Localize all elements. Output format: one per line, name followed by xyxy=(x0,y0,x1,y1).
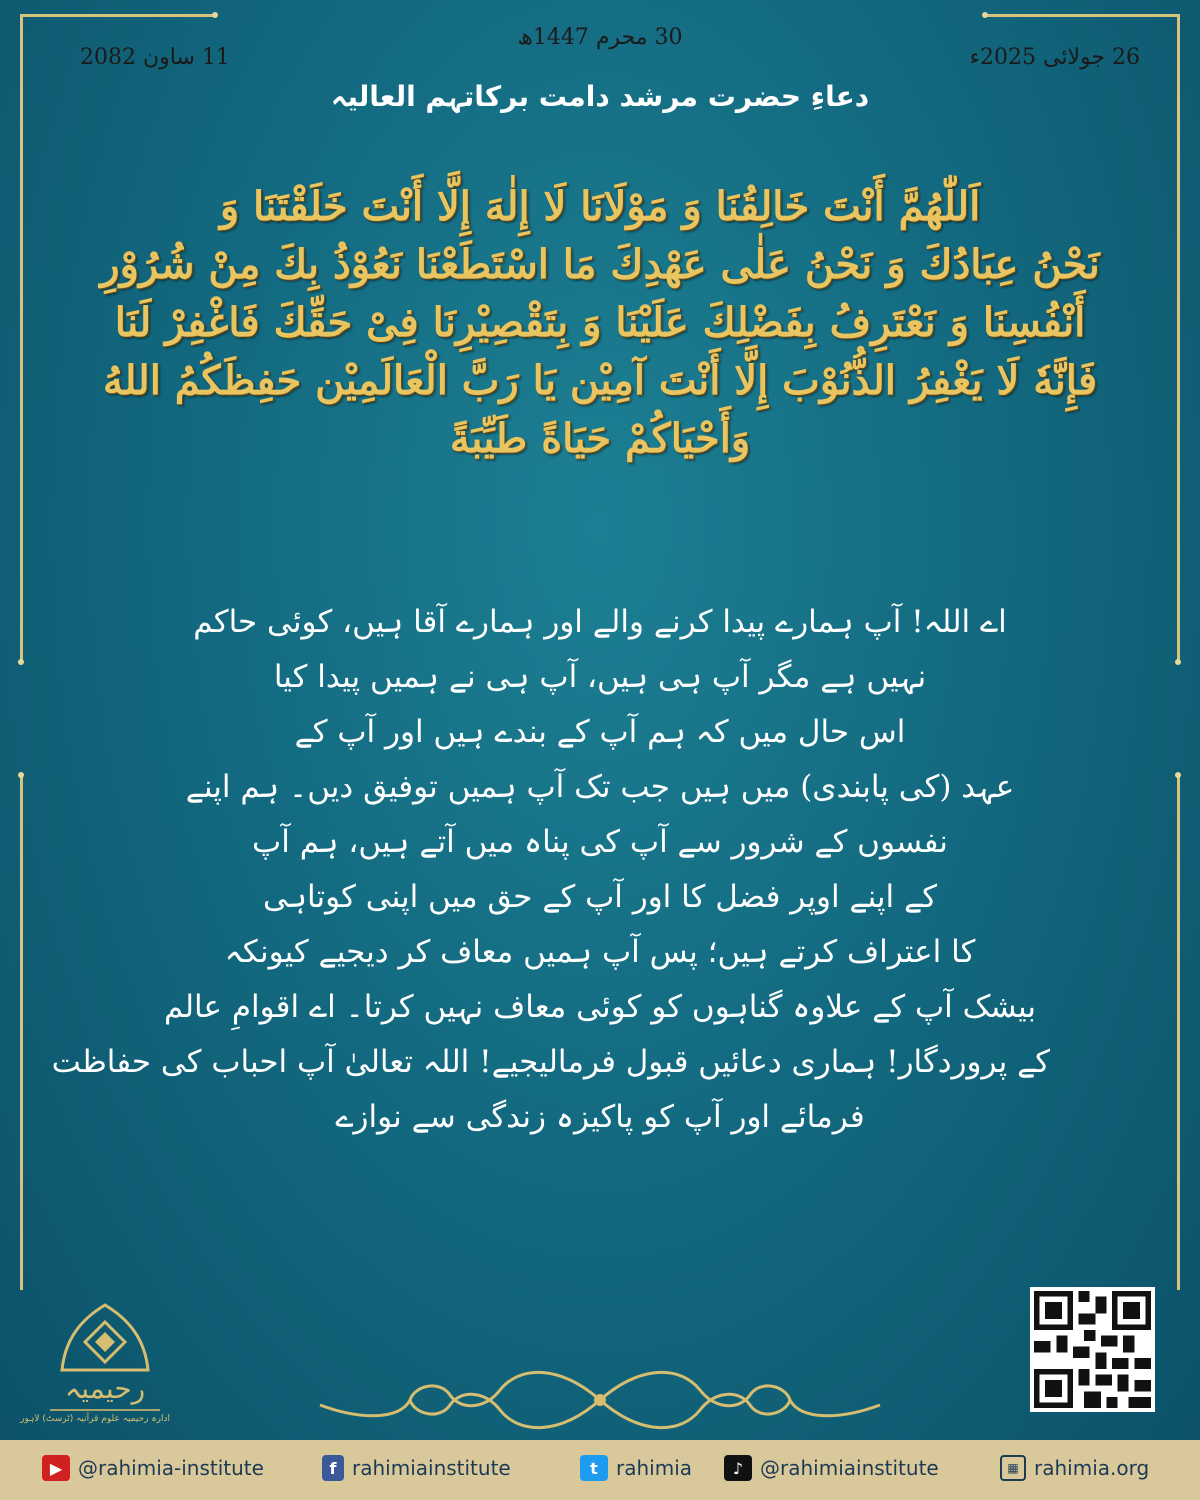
urdu-line: عہد (کی پابندی) میں ہیں جب تک آپ ہمیں توفیق دیں۔ ہم اپنے xyxy=(185,769,1015,805)
corner-dot xyxy=(18,659,24,665)
frame-right-lower xyxy=(1177,775,1180,1290)
website-url: rahimia.org xyxy=(1034,1456,1150,1480)
arabic-line: اَللّٰهُمَّ أَنْتَ خَالِقُنَا وَ مَوْلَانَا لَا إِلٰهَ إِلَّا أَنْتَ خَلَقْتَنَا وَ xyxy=(219,183,981,230)
social-footer xyxy=(0,1440,1200,1500)
corner-dot xyxy=(18,772,24,778)
rahimia-logo xyxy=(20,1300,170,1435)
arabic-dua xyxy=(90,178,1110,468)
youtube-handle: @rahimia-institute xyxy=(78,1456,264,1480)
globe-icon: ▦ xyxy=(1000,1455,1026,1481)
facebook-handle: rahimiainstitute xyxy=(352,1456,511,1480)
urdu-line: نفسوں کے شرور سے آپ کی پناہ میں آتے ہیں، ہم آپ xyxy=(252,824,948,860)
urdu-line: اے اللہ! آپ ہمارے پیدا کرنے والے اور ہمارے آقا ہیں، کوئی حاکم xyxy=(193,604,1007,640)
urdu-line: بیشک آپ کے علاوہ گناہوں کو کوئی معاف نہیں کرتا۔ اے اقوامِ عالم xyxy=(163,989,1037,1025)
urdu-line: اس حال میں کہ ہم آپ کے بندے ہیں اور آپ کے xyxy=(294,714,906,750)
arabic-line: وَأَحْيَاكُمْ حَيَاةً طَيِّبَةً xyxy=(449,415,751,462)
arabic-line: نَحْنُ عِبَادُكَ وَ نَحْنُ عَلٰى عَهْدِكَ مَا اسْتَطَعْنَا نَعُوْذُ بِكَ مِنْ شُرُوْرِ xyxy=(100,241,1100,288)
corner-dot xyxy=(1175,772,1181,778)
frame-top-right xyxy=(985,14,1180,17)
facebook-icon: f xyxy=(322,1455,344,1481)
frame-left-lower xyxy=(20,775,23,1290)
decorative-ornament-icon xyxy=(300,1360,900,1440)
urdu-line: کے پروردگار! ہماری دعائیں قبول فرمالیجیے! اللہ تعالیٰ آپ احباب کی حفاظت xyxy=(51,1044,1050,1080)
twitter-handle: rahimia xyxy=(616,1456,693,1480)
qr-code[interactable] xyxy=(1030,1287,1155,1412)
qr-code-icon xyxy=(1034,1291,1151,1408)
tiktok-icon: ♪ xyxy=(724,1455,752,1481)
urdu-line: کے اپنے اوپر فضل کا اور آپ کے حق میں اپنی کوتاہی xyxy=(263,879,937,915)
page-title: دعاءِ حضرت مرشد دامت برکاتہم العالیہ xyxy=(330,80,870,113)
urdu-line: نہیں ہے مگر آپ ہی ہیں، آپ ہی نے ہمیں پیدا کیا xyxy=(273,659,927,695)
hijri-date: 30 محرم 1447ھ xyxy=(517,25,683,50)
logo-name: رحیمیہ xyxy=(64,1372,146,1405)
youtube-link[interactable] xyxy=(42,1455,264,1481)
twitter-icon: t xyxy=(580,1455,608,1481)
corner-dot xyxy=(982,12,988,18)
bikrami-date: 11 ساون 2082 xyxy=(80,45,230,70)
tiktok-handle: @rahimiainstitute xyxy=(760,1456,939,1480)
website-link[interactable] xyxy=(1000,1455,1149,1481)
arabic-line: فَإِنَّهٗ لَا يَغْفِرُ الذُّنُوْبَ إِلَّا أَنْتَ آمِيْن يَا رَبَّ الْعَالَمِيْن حَفِظَكُمُ اللهُ xyxy=(102,357,1098,404)
urdu-translation xyxy=(51,595,1050,1145)
twitter-link[interactable] xyxy=(580,1455,692,1481)
urdu-line: فرمائے اور آپ کو پاکیزہ زندگی سے نوازے xyxy=(335,1099,865,1135)
youtube-icon: ▶ xyxy=(42,1455,70,1481)
corner-dot xyxy=(212,12,218,18)
facebook-link[interactable] xyxy=(322,1455,511,1481)
frame-top-left xyxy=(20,14,215,17)
tiktok-link[interactable] xyxy=(724,1455,939,1481)
logo-tagline: ادارہ رحیمیہ علوم قرآنیہ (ٹرسٹ) لاہور xyxy=(20,1414,170,1424)
arabic-line: أَنْفُسِنَا وَ نَعْتَرِفُ بِفَضْلِكَ عَلَيْنَا وَ بِتَقْصِيْرِنَا فِىْ حَقِّكَ فَاغْفِرْ لَنَا xyxy=(114,299,1086,346)
gregorian-date: 26 جولائی 2025ء xyxy=(969,45,1140,70)
urdu-line: کا اعتراف کرتے ہیں؛ پس آپ ہمیں معاف کر دیجیے کیونکہ xyxy=(224,934,976,970)
corner-dot xyxy=(1175,659,1181,665)
